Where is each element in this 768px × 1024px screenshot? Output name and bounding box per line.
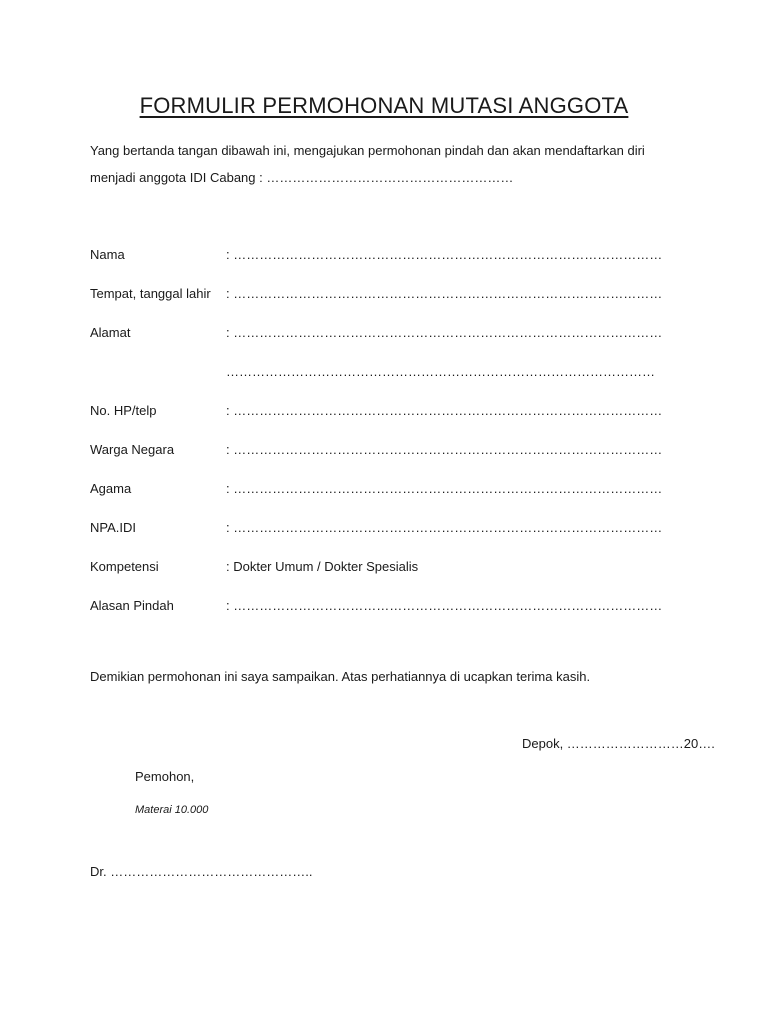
stamp-note: Materai 10.000 — [135, 804, 209, 816]
field-label-alamat: Alamat — [90, 325, 131, 340]
field-value-alasan-pindah: : ……………………………………………………………………………………… — [226, 598, 663, 613]
place-date: Depok, ………………………20…. — [522, 736, 715, 751]
signature-name: Dr. ……………………………………….. — [90, 864, 313, 879]
intro-line-2: menjadi anggota IDI Cabang : ………………………………………………… — [90, 170, 514, 185]
field-label-alasan-pindah: Alasan Pindah — [90, 598, 174, 613]
field-label-agama: Agama — [90, 481, 132, 496]
field-value-agama: : ……………………………………………………………………………………… — [226, 481, 663, 496]
field-value-alamat-line-2: ……………………………………………………………………………………… — [226, 364, 655, 379]
field-value-tempat-tanggal-lahir: : ……………………………………………………………………………………… — [226, 286, 663, 301]
field-label-tempat-tanggal-lahir: Tempat, tanggal lahir — [90, 286, 211, 301]
field-label-warga-negara: Warga Negara — [90, 442, 175, 457]
intro-line-1: Yang bertanda tangan dibawah ini, mengajukan permohonan pindah dan akan mendaftarkan diri — [90, 143, 645, 158]
form-title: FORMULIR PERMOHONAN MUTASI ANGGOTA — [139, 93, 629, 118]
field-label-hp: No. HP/telp — [90, 403, 157, 418]
applicant-label: Pemohon, — [135, 769, 195, 784]
field-value-npa-idi: : ……………………………………………………………………………………… — [226, 520, 663, 535]
field-label-npa-idi: NPA.IDI — [90, 520, 136, 535]
field-value-hp: : ……………………………………………………………………………………… — [226, 403, 663, 418]
field-label-kompetensi: Kompetensi — [90, 559, 159, 574]
field-value-kompetensi: : Dokter Umum / Dokter Spesialis — [226, 559, 419, 574]
field-value-warga-negara: : ……………………………………………………………………………………… — [226, 442, 663, 457]
field-value-nama: : ……………………………………………………………………………………… — [226, 247, 663, 262]
field-label-nama: Nama — [90, 247, 125, 262]
field-value-alamat: : ……………………………………………………………………………………… — [226, 325, 663, 340]
closing-statement: Demikian permohonan ini saya sampaikan. Atas perhatiannya di ucapkan terima kasih. — [90, 669, 591, 684]
